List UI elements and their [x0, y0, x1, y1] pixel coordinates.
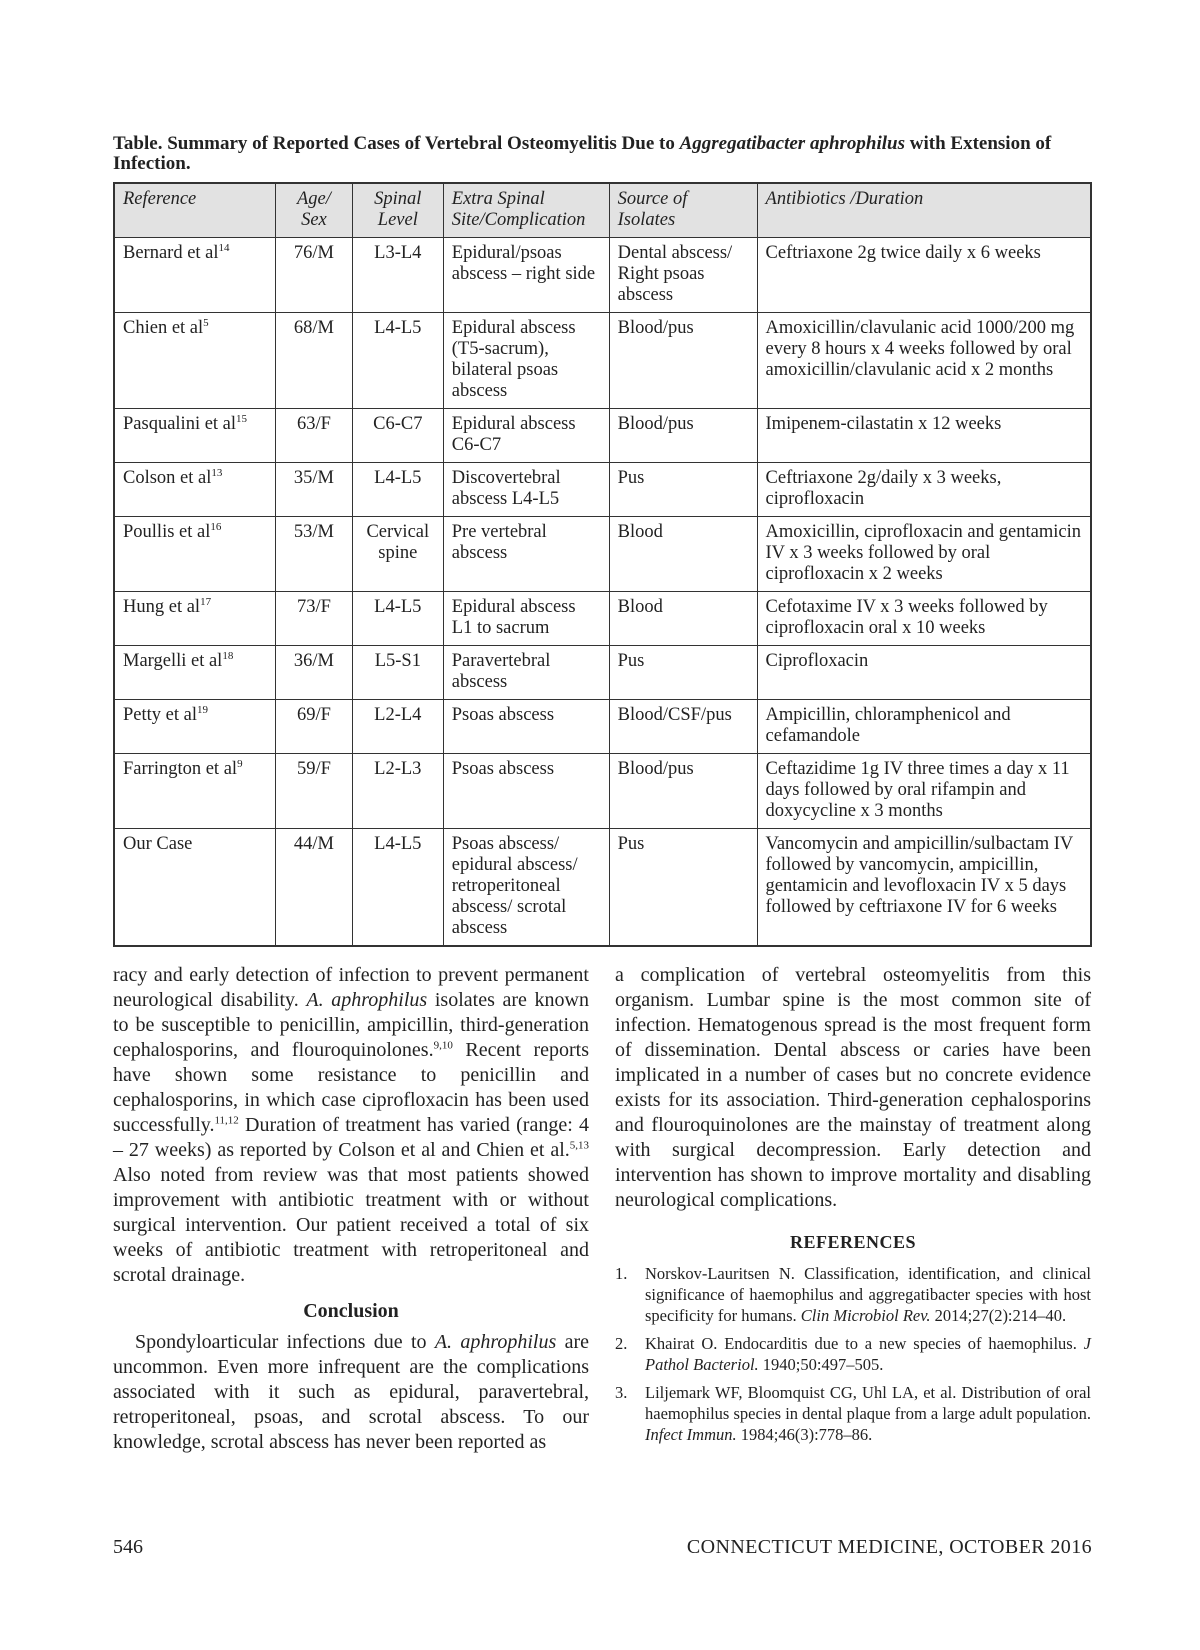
header-age-sex: Age/ Sex — [276, 183, 353, 238]
table-row — [114, 313, 1091, 409]
cell-source: Dental abscess/ Right psoas abscess — [609, 238, 757, 313]
cell-age-sex: 44/M — [276, 829, 353, 947]
table-row — [114, 646, 1091, 700]
journal-footer: CONNECTICUT MEDICINE, OCTOBER 2016 — [686, 1536, 1092, 1558]
cell-age-sex: 63/F — [276, 409, 353, 463]
citation-sup: 11,12 — [214, 1114, 239, 1127]
cell-reference: Poullis et $al^{16}$ — [114, 517, 276, 592]
table-row — [114, 517, 1091, 592]
reference-item — [615, 1333, 1091, 1375]
cell-spinal-level: L2-L3 — [352, 754, 443, 829]
text-span: Duration of treatment has varied (range: 4 – 27 weeks) as reported by Colson et al and Chien et al. — [113, 1114, 589, 1161]
table-row — [114, 829, 1091, 947]
citation-sup: 9,10 — [433, 1039, 453, 1052]
conclusion-heading: Conclusion — [303, 1300, 399, 1322]
citation-sup: 5 — [203, 316, 209, 329]
table-row — [114, 700, 1091, 754]
cell-age-sex: 76/M — [276, 238, 353, 313]
body-paragraph-continued: a complication of vertebral osteomyelitis from this organism. Lumbar spine is the most common site of infection. Hematogenous spread is the most frequent form of dissemination. Dental abscess or caries have been implicated in a number of cases but no concrete evidence exists for its association. Third-generation cephalosporins and flouroquinolones are the mainstay of treatment along with surgical decompression. Early detection and intervention has shown to improve mortality and disabling neurological complications. — [615, 964, 1091, 1211]
cell-age-sex: 53/M — [276, 517, 353, 592]
cell-reference: Our Case — [114, 829, 276, 947]
cell-reference: Petty et $al^{19}$ — [114, 700, 276, 754]
cell-reference: Farrington et $al^9$ — [114, 754, 276, 829]
left-column — [113, 963, 589, 1455]
cell-extra-spinal-site: Psoas abscess — [443, 700, 609, 754]
cell-antibiotics: Ampicillin, chloramphenicol and cefamandole — [757, 700, 1091, 754]
reference-journal: Infect Immun. — [645, 1425, 737, 1444]
cell-spinal-level: L4-L5 — [352, 463, 443, 517]
text-span: isolates are known to be susceptible to penicillin, ampicillin, third-generation cephalosporins, and flouroquinolones. — [113, 989, 590, 1061]
cell-source: Blood/pus — [609, 754, 757, 829]
table-row — [114, 409, 1091, 463]
cell-reference: Pasqualini et $al^{15}$ — [114, 409, 276, 463]
organism-name: A. aphrophilus — [306, 989, 428, 1011]
cell-source: Pus — [609, 463, 757, 517]
reference-item — [615, 1382, 1091, 1445]
cell-antibiotics: Ceftriaxone 2g twice daily x 6 weeks — [757, 238, 1091, 313]
cell-reference: Margelli et $al^{18}$ — [114, 646, 276, 700]
table-row — [114, 592, 1091, 646]
cell-antibiotics: Amoxicillin, ciprofloxacin and gentamicin IV x 3 weeks followed by oral ciprofloxacin x 2 weeks — [757, 517, 1091, 592]
cell-spinal-level: Cervical spine — [352, 517, 443, 592]
references-heading: REFERENCES — [789, 1232, 917, 1252]
table-row — [114, 238, 1091, 313]
cell-extra-spinal-site: Discovertebral abscess L4-L5 — [443, 463, 609, 517]
cell-spinal-level: L2-L4 — [352, 700, 443, 754]
header-antibiotics: Antibiotics /Duration — [757, 183, 1091, 238]
cell-extra-spinal-site: Psoas abscess/ epidural abscess/ retroperitoneal abscess/ scrotal abscess — [443, 829, 609, 947]
table-caption — [113, 134, 1093, 174]
cell-antibiotics: Cefotaxime IV x 3 weeks followed by ciprofloxacin oral x 10 weeks — [757, 592, 1091, 646]
body-paragraph — [113, 963, 589, 1288]
cell-spinal-level: L5-S1 — [352, 646, 443, 700]
reference-number: 1. — [615, 1264, 628, 1283]
reference-text: Norskov-Lauritsen N. Classification, identification, and clinical significance of haemophilus and aggregatibacter species with host specificity for humans. — [645, 1264, 1091, 1325]
citation-sup: 9 — [237, 757, 243, 770]
cell-spinal-level: L4-L5 — [352, 829, 443, 947]
cell-extra-spinal-site: Epidural abscess L1 to sacrum — [443, 592, 609, 646]
citation-sup: 5,13 — [569, 1139, 589, 1152]
citation-sup: 16 — [210, 520, 222, 533]
header-spinal-level: Spinal Level — [352, 183, 443, 238]
cell-spinal-level: L4-L5 — [352, 592, 443, 646]
cell-antibiotics: Ciprofloxacin — [757, 646, 1091, 700]
cell-extra-spinal-site: Paravertebral abscess — [443, 646, 609, 700]
conclusion-paragraph — [113, 1330, 589, 1455]
cell-antibiotics: Amoxicillin/clavulanic acid 1000/200 mg every 8 hours x 4 weeks followed by oral amoxicillin/clavulanic acid x 2 months — [757, 313, 1091, 409]
reference-number: 3. — [615, 1383, 628, 1402]
cell-spinal-level: L4-L5 — [352, 313, 443, 409]
text-span: Spondyloarticular infections due to — [135, 1331, 435, 1353]
cell-reference: Bernard et $al^{14}$ — [114, 238, 276, 313]
table-row — [114, 754, 1091, 829]
reference-number: 2. — [615, 1334, 628, 1353]
reference-text: Liljemark WF, Bloomquist CG, Uhl LA, et al. Distribution of oral haemophilus species in dental plaque from a large adult population. — [645, 1383, 1091, 1423]
cell-age-sex: 68/M — [276, 313, 353, 409]
cell-source: Pus — [609, 829, 757, 947]
cell-age-sex: 73/F — [276, 592, 353, 646]
reference-citation: 1984;46(3):778–86. — [736, 1425, 873, 1444]
page-number: 546 — [113, 1536, 143, 1558]
citation-sup: 18 — [222, 649, 234, 662]
caption-suffix: with Extension of Infection. — [113, 133, 1052, 174]
citation-sup: 15 — [236, 412, 248, 425]
cell-extra-spinal-site: Epidural abscess (T5-sacrum), bilateral psoas abscess — [443, 313, 609, 409]
reference-citation: 2014;27(2):214–40. — [930, 1306, 1067, 1325]
citation-sup: 14 — [218, 241, 230, 254]
cell-extra-spinal-site: Pre vertebral abscess — [443, 517, 609, 592]
cell-age-sex: 36/M — [276, 646, 353, 700]
header-reference: Reference — [114, 183, 276, 238]
cell-extra-spinal-site: Epidural/psoas abscess – right side — [443, 238, 609, 313]
cell-source: Blood — [609, 592, 757, 646]
cell-reference: Chien et $al^5$ — [114, 313, 276, 409]
citation-sup: 19 — [196, 703, 208, 716]
cell-age-sex: 59/F — [276, 754, 353, 829]
cell-spinal-level: L3-L4 — [352, 238, 443, 313]
cell-extra-spinal-site: Psoas abscess — [443, 754, 609, 829]
cell-age-sex: 69/F — [276, 700, 353, 754]
cell-source: Blood/pus — [609, 313, 757, 409]
reference-journal: J Pathol Bacteriol. — [645, 1334, 1091, 1374]
citation-sup: 13 — [211, 466, 223, 479]
text-span: are uncommon. Even more infrequent are the complications associated with it such as epidural, paravertebral, retroperitoneal, psoas, and scrotal abscess. To our knowledge, scrotal abscess has never been reported as — [113, 1331, 589, 1453]
cell-antibiotics: Ceftazidime 1g IV three times a day x 11 days followed by oral rifampin and doxycycline x 3 months — [757, 754, 1091, 829]
cell-reference: Hung et $al^{17}$ — [114, 592, 276, 646]
reference-item — [615, 1263, 1091, 1326]
header-source: Source of Isolates — [609, 183, 757, 238]
cell-extra-spinal-site: Epidural abscess C6-C7 — [443, 409, 609, 463]
references-list — [615, 1263, 1091, 1445]
cell-source: Blood/pus — [609, 409, 757, 463]
text-span: racy and early detection of infection to prevent permanent neurological disability. — [113, 964, 589, 1011]
text-span: Also noted from review was that most patients showed improvement with antibiotic treatment with or without surgical intervention. Our patient received a total of six weeks of antibiotic treatment with retroperitoneal and scrotal drainage. — [113, 1164, 589, 1286]
cell-source: Blood — [609, 517, 757, 592]
table-row — [114, 463, 1091, 517]
right-column — [615, 963, 1091, 1452]
cell-antibiotics: Ceftriaxone 2g/daily x 3 weeks, ciprofloxacin — [757, 463, 1091, 517]
caption-organism: Aggregatibacter aphrophilus — [679, 133, 906, 154]
cell-source: Blood/CSF/pus — [609, 700, 757, 754]
cell-reference: Colson et $al^{13}$ — [114, 463, 276, 517]
header-extra-spinal-site: Extra Spinal Site/Complication — [443, 183, 609, 238]
reference-text: Khairat O. Endocarditis due to a new species of haemophilus. — [645, 1334, 1084, 1353]
table-header-row — [114, 183, 1091, 238]
cell-age-sex: 35/M — [276, 463, 353, 517]
cases-table — [113, 182, 1092, 947]
cell-spinal-level: C6-C7 — [352, 409, 443, 463]
cell-antibiotics: Imipenem-cilastatin x 12 weeks — [757, 409, 1091, 463]
citation-sup: 17 — [200, 595, 212, 608]
cell-antibiotics: Vancomycin and ampicillin/sulbactam IV followed by vancomycin, ampicillin, gentamicin and levofloxacin IV x 5 days followed by ceftriaxone IV for 6 weeks — [757, 829, 1091, 947]
cell-source: Pus — [609, 646, 757, 700]
caption-label: Table. Summary of Reported Cases of Vertebral Osteomyelitis Due to — [113, 133, 680, 154]
reference-citation: 1940;50:497–505. — [758, 1355, 884, 1374]
text-span: Recent reports have shown some resistance to penicillin and cephalosporins, in which case ciprofloxacin has been used successfully. — [113, 1039, 589, 1136]
organism-name: A. aphrophilus — [434, 1331, 557, 1353]
reference-journal: Clin Microbiol Rev. — [800, 1306, 931, 1325]
